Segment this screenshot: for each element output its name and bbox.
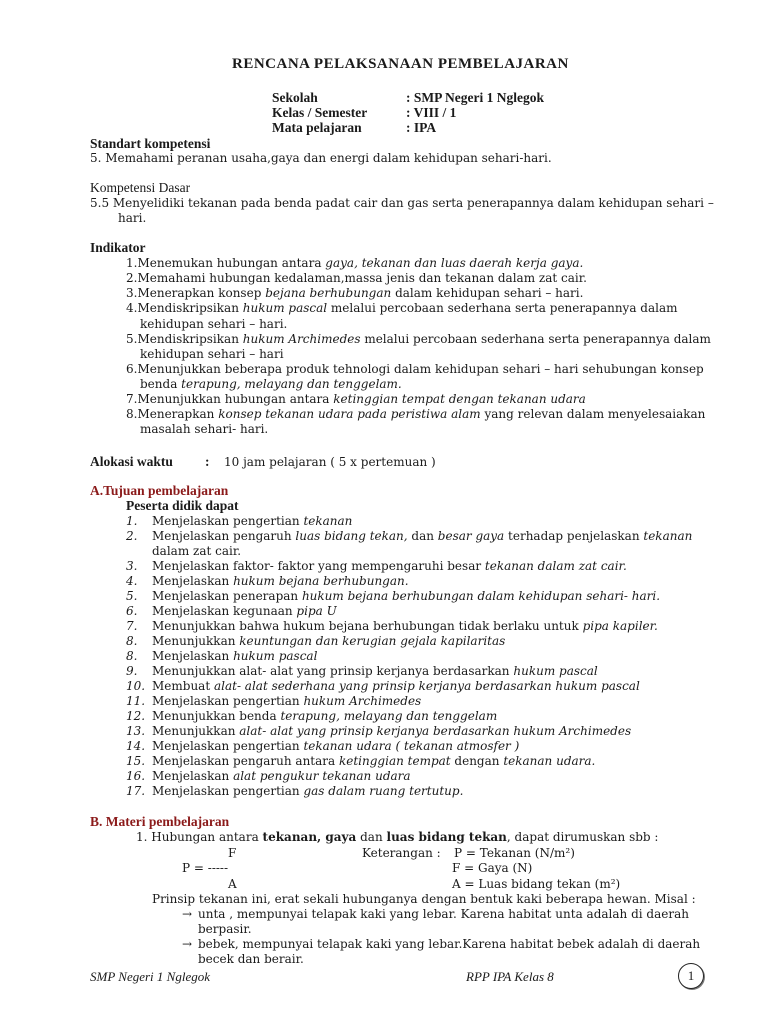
- tujuan-item: [126, 739, 519, 754]
- tujuan-item-part: terhadap penjelaskan: [504, 529, 644, 543]
- tujuan-item-part: Menjelaskan: [152, 769, 234, 783]
- alokasi-value: 10 jam pelajaran ( 5 x pertemuan ): [224, 455, 436, 469]
- tujuan-item-part: Menunjukkan: [152, 634, 240, 648]
- materi-intro-d: luas bidang tekan: [386, 830, 507, 844]
- tujuan-item-number: 4.: [126, 574, 138, 588]
- indikator-item-part: masalah sehari- hari.: [140, 422, 269, 436]
- tujuan-item-number: 14.: [126, 739, 146, 753]
- tujuan-item-part: hukum bejana berhubungan dalam kehidupan sehari- hari.: [301, 589, 661, 603]
- indikator-item-part: 7.Menunjukkan hubungan antara: [126, 392, 334, 406]
- tujuan-item: [126, 649, 317, 664]
- tujuan-item-part: gas dalam ruang tertutup.: [303, 784, 464, 798]
- tujuan-item-part: tekanan udara.: [503, 754, 596, 768]
- tujuan-item-part: Menjelaskan pengertian: [152, 784, 304, 798]
- unta-line-1: unta , mempunyai telapak kaki yang lebar. Karena habitat unta adalah di daerah: [198, 907, 689, 921]
- tujuan-item-part: Menjelaskan: [152, 574, 234, 588]
- indikator-item-part: terapung, melayang dan tenggelam.: [181, 377, 402, 391]
- indikator-item-part: gaya, tekanan dan luas daerah kerja gaya.: [325, 256, 584, 270]
- tujuan-item-number: 15.: [126, 754, 146, 768]
- indikator-item-part: dalam kehidupan sehari – hari.: [391, 286, 584, 300]
- tujuan-item: [126, 544, 241, 559]
- tujuan-item-part: hukum Archimedes: [303, 694, 422, 708]
- tujuan-item-part: Menjelaskan pengaruh antara: [152, 754, 339, 768]
- tujuan-item-part: alat pengukur tekanan udara: [233, 769, 411, 783]
- tujuan-item-part: Menjelaskan kegunaan: [152, 604, 297, 618]
- indikator-item: [126, 301, 678, 316]
- indikator-item-part: 5.Mendiskripsikan: [126, 332, 243, 346]
- tujuan-item-number: 6.: [126, 604, 138, 618]
- indikator-item-part: hukum pascal: [242, 301, 328, 315]
- indikator-item-part: 4.Mendiskripsikan: [126, 301, 243, 315]
- tujuan-item-number: 12.: [126, 709, 146, 723]
- tujuan-item-part: hukum bejana berhubungan.: [233, 574, 409, 588]
- keterangan-label: Keterangan :: [362, 846, 441, 860]
- arrow-icon: →: [182, 907, 193, 921]
- formula-denominator: A: [228, 877, 237, 891]
- indikator-item-part: 2.Memahami hubungan kedalaman,massa jenis dan tekanan dalam zat cair.: [126, 271, 587, 285]
- keterangan-2: F = Gaya (N): [452, 861, 533, 875]
- tujuan-item-part: alat- alat sederhana yang prinsip kerjanya berdasarkan hukum pascal: [213, 679, 640, 693]
- tujuan-item-number: 17.: [126, 784, 146, 798]
- indikator-item-part: melalui percobaan sederhana serta penerapannya dalam: [360, 332, 711, 346]
- arrow-icon: →: [182, 937, 193, 951]
- bebek-line-2: becek dan berair.: [198, 952, 304, 966]
- tujuan-item-number: 9.: [126, 664, 138, 678]
- tujuan-item-part: Menunjukkan benda: [152, 709, 281, 723]
- tujuan-heading: A.Tujuan pembelajaran: [90, 483, 229, 498]
- tujuan-item-number: 10.: [126, 679, 146, 693]
- tujuan-item: [126, 679, 640, 694]
- indikator-item-part: 6.Menunjukkan beberapa produk tehnologi dalam kehidupan sehari – hari sehubungan konsep: [126, 362, 704, 376]
- tujuan-item: [126, 694, 421, 709]
- tujuan-item: [126, 784, 463, 799]
- tujuan-item-part: hukum pascal: [233, 649, 318, 663]
- indikator-item: [126, 392, 586, 407]
- meta-label-subject: Mata pelajaran: [272, 120, 362, 135]
- tujuan-item-part: Menjelaskan: [152, 649, 234, 663]
- indikator-item-part: kehidupan sehari – hari: [140, 347, 284, 361]
- tujuan-item-number: 8.: [126, 634, 138, 648]
- page-number: 1: [678, 963, 704, 989]
- tujuan-item-part: keuntungan dan kerugian gejala kapilaritas: [239, 634, 506, 648]
- keterangan-3: A = Luas bidang tekan (m²): [452, 877, 621, 891]
- standar-heading: Standart kompetensi: [90, 136, 211, 151]
- indikator-item: [126, 407, 705, 422]
- tujuan-item-part: tekanan: [303, 514, 353, 528]
- indikator-item-part: 8.Menerapkan: [126, 407, 219, 421]
- tujuan-item: [126, 724, 631, 739]
- unta-line-2: berpasir.: [198, 922, 252, 936]
- tujuan-item: [126, 769, 411, 784]
- indikator-item-part: kehidupan sehari – hari.: [140, 317, 288, 331]
- footer-school: SMP Negeri 1 Nglegok: [90, 969, 210, 984]
- tujuan-item-number: 13.: [126, 724, 146, 738]
- tujuan-item-part: ketinggian tempat: [338, 754, 451, 768]
- tujuan-item: [126, 664, 598, 679]
- tujuan-item: [126, 604, 337, 619]
- materi-intro-b: tekanan, gaya: [262, 830, 357, 844]
- indikator-item-part: 3.Menerapkan konsep: [126, 286, 266, 300]
- materi-intro-e: , dapat dirumuskan sbb :: [506, 830, 659, 844]
- materi-intro: [136, 830, 658, 845]
- tujuan-item-part: Menjelaskan pengaruh: [152, 529, 296, 543]
- tujuan-item-part: Membuat: [152, 679, 214, 693]
- formula-numerator: F: [228, 846, 237, 860]
- tujuan-item-part: alat- alat yang prinsip kerjanya berdasarkan hukum Archimedes: [239, 724, 632, 738]
- alokasi-label: Alokasi waktu: [90, 454, 173, 469]
- indikator-item-part: ketinggian tempat dengan tekanan udara: [333, 392, 586, 406]
- footer-title: RPP IPA Kelas 8: [466, 969, 554, 984]
- standar-text: 5. Memahami peranan usaha,gaya dan energi dalam kehidupan sehari-hari.: [90, 151, 552, 165]
- tujuan-item-part: dengan: [450, 754, 504, 768]
- tujuan-item-part: dan: [407, 529, 438, 543]
- document-title: RENCANA PELAKSANAAN PEMBELAJARAN: [232, 56, 569, 72]
- prinsip-text: Prinsip tekanan ini, erat sekali hubunganya dengan bentuk kaki beberapa hewan. Misal :: [152, 892, 696, 906]
- indikator-item: [126, 286, 583, 301]
- tujuan-item-number: 3.: [126, 559, 138, 573]
- tujuan-item-part: Menunjukkan alat- alat yang prinsip kerjanya berdasarkan: [152, 664, 514, 678]
- materi-intro-c: dan: [356, 830, 387, 844]
- tujuan-sub: Peserta didik dapat: [126, 498, 239, 513]
- tujuan-item-part: tekanan: [643, 529, 693, 543]
- indikator-item-part: 1.Menemukan hubungan antara: [126, 256, 326, 270]
- tujuan-item-part: pipa kapiler.: [582, 619, 658, 633]
- indikator-item: [140, 317, 287, 332]
- meta-label-school: Sekolah: [272, 90, 318, 105]
- meta-value-subject: : IPA: [406, 120, 437, 135]
- indikator-item: [140, 422, 268, 437]
- tujuan-item: [126, 559, 627, 574]
- meta-value-school: : SMP Negeri 1 Nglegok: [406, 90, 544, 105]
- tujuan-item-number: 7.: [126, 619, 138, 633]
- tujuan-item-number: 8.: [126, 649, 138, 663]
- indikator-item: [126, 362, 704, 377]
- tujuan-item: [126, 754, 595, 769]
- tujuan-item-number: 1.: [126, 514, 138, 528]
- bebek-line-1: bebek, mempunyai telapak kaki yang lebar.Karena habitat bebek adalah di daerah: [198, 937, 701, 951]
- indikator-item-part: bejana berhubungan: [265, 286, 392, 300]
- indikator-item: [140, 347, 284, 362]
- tujuan-item-part: tekanan dalam zat cair.: [484, 559, 627, 573]
- indikator-item-part: benda: [140, 377, 182, 391]
- tujuan-item: [126, 529, 692, 544]
- materi-heading: B. Materi pembelajaran: [90, 814, 230, 829]
- tujuan-item-part: terapung, melayang dan tenggelam: [280, 709, 498, 723]
- tujuan-item: [126, 574, 409, 589]
- indikator-item: [140, 377, 402, 392]
- tujuan-item-part: tekanan udara ( tekanan atmosfer ): [303, 739, 520, 753]
- indikator-heading: Indikator: [90, 240, 146, 255]
- indikator-item-part: melalui percobaan sederhana serta penerapannya dalam: [327, 301, 678, 315]
- tujuan-item-part: Menjelaskan penerapan: [152, 589, 302, 603]
- tujuan-item-number: 16.: [126, 769, 146, 783]
- tujuan-item-part: Menjelaskan pengertian: [152, 514, 304, 528]
- materi-intro-a: 1. Hubungan antara: [136, 830, 263, 844]
- kompetensi-line-1: 5.5 Menyelidiki tekanan pada benda padat cair dan gas serta penerapannya dalam kehidupan sehari –: [90, 196, 714, 210]
- indikator-item-part: yang relevan dalam menyelesaiakan: [480, 407, 706, 421]
- formula-equation: P = -----: [182, 861, 229, 875]
- tujuan-item-number: 5.: [126, 589, 138, 603]
- tujuan-item: [126, 634, 505, 649]
- tujuan-item-part: Menunjukkan: [152, 724, 240, 738]
- tujuan-item-number: 2.: [126, 529, 138, 543]
- keterangan-1: P = Tekanan (N/m²): [454, 846, 575, 860]
- tujuan-item-number: 11.: [126, 694, 146, 708]
- indikator-item: [126, 256, 583, 271]
- tujuan-item: [126, 514, 352, 529]
- tujuan-item: [126, 709, 497, 724]
- alokasi-sep: :: [205, 454, 210, 469]
- indikator-item-part: hukum Archimedes: [242, 332, 361, 346]
- tujuan-item-part: pipa U: [296, 604, 337, 618]
- tujuan-item-part: Menjelaskan faktor- faktor yang mempengaruhi besar: [152, 559, 485, 573]
- tujuan-item-part: besar gaya: [437, 529, 505, 543]
- meta-label-class: Kelas / Semester: [272, 105, 368, 120]
- kompetensi-heading: Kompetensi Dasar: [90, 180, 191, 195]
- indikator-item-part: konsep tekanan udara pada peristiwa alam: [218, 407, 481, 421]
- tujuan-item-part: dalam zat cair.: [152, 544, 242, 558]
- tujuan-item-part: Menunjukkan bahwa hukum bejana berhubungan tidak berlaku untuk: [152, 619, 583, 633]
- tujuan-item: [126, 619, 658, 634]
- indikator-item: [126, 271, 587, 286]
- tujuan-item-part: hukum pascal: [513, 664, 598, 678]
- tujuan-item-part: Menjelaskan pengertian: [152, 694, 304, 708]
- meta-value-class: : VIII / 1: [406, 105, 457, 120]
- indikator-item: [126, 332, 711, 347]
- tujuan-item: [126, 589, 660, 604]
- kompetensi-line-2: hari.: [118, 211, 147, 225]
- tujuan-item-part: luas bidang tekan,: [295, 529, 408, 543]
- tujuan-item-part: Menjelaskan pengertian: [152, 739, 304, 753]
